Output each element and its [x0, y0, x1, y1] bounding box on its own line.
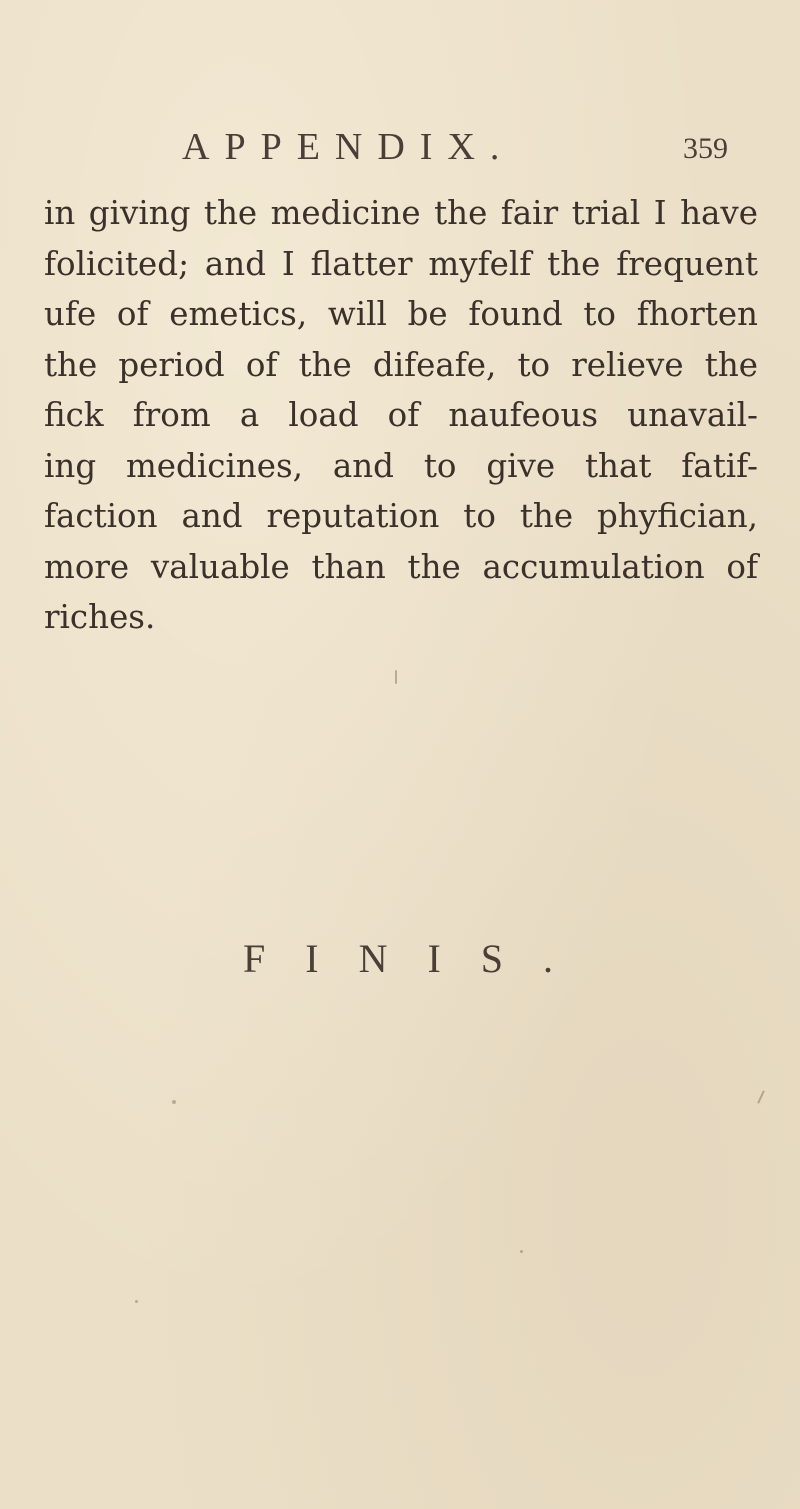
paper-speck	[172, 1100, 176, 1104]
text-line-8: more valuable than the accumulation of	[44, 547, 758, 586]
text-line-9: riches.	[44, 598, 156, 636]
text-line-2: folicited; and I flatter myfelf the frequent	[44, 244, 758, 283]
text-line-6: ing medicines, and to give that fatif-	[44, 446, 758, 485]
text-line-1: in giving the medicine the fair trial I have	[44, 194, 758, 232]
text-line-4: the period of the difeafe, to relieve the	[44, 345, 758, 384]
text-line-3: ufe of emetics, will be found to fhorten	[44, 295, 758, 333]
paper-speck	[520, 1250, 523, 1253]
finis-mark: FINIS.	[243, 936, 594, 981]
paper-speck	[395, 670, 397, 684]
paper-speck	[135, 1300, 138, 1303]
page-number: 359	[683, 132, 728, 165]
paper-speck	[757, 1090, 765, 1104]
text-line-7: faction and reputation to the phyfician,	[44, 497, 758, 535]
text-line-5: fick from a load of naufeous unavail-	[44, 396, 758, 434]
body-paragraph	[44, 188, 758, 643]
running-head: APPENDIX.	[182, 126, 515, 168]
